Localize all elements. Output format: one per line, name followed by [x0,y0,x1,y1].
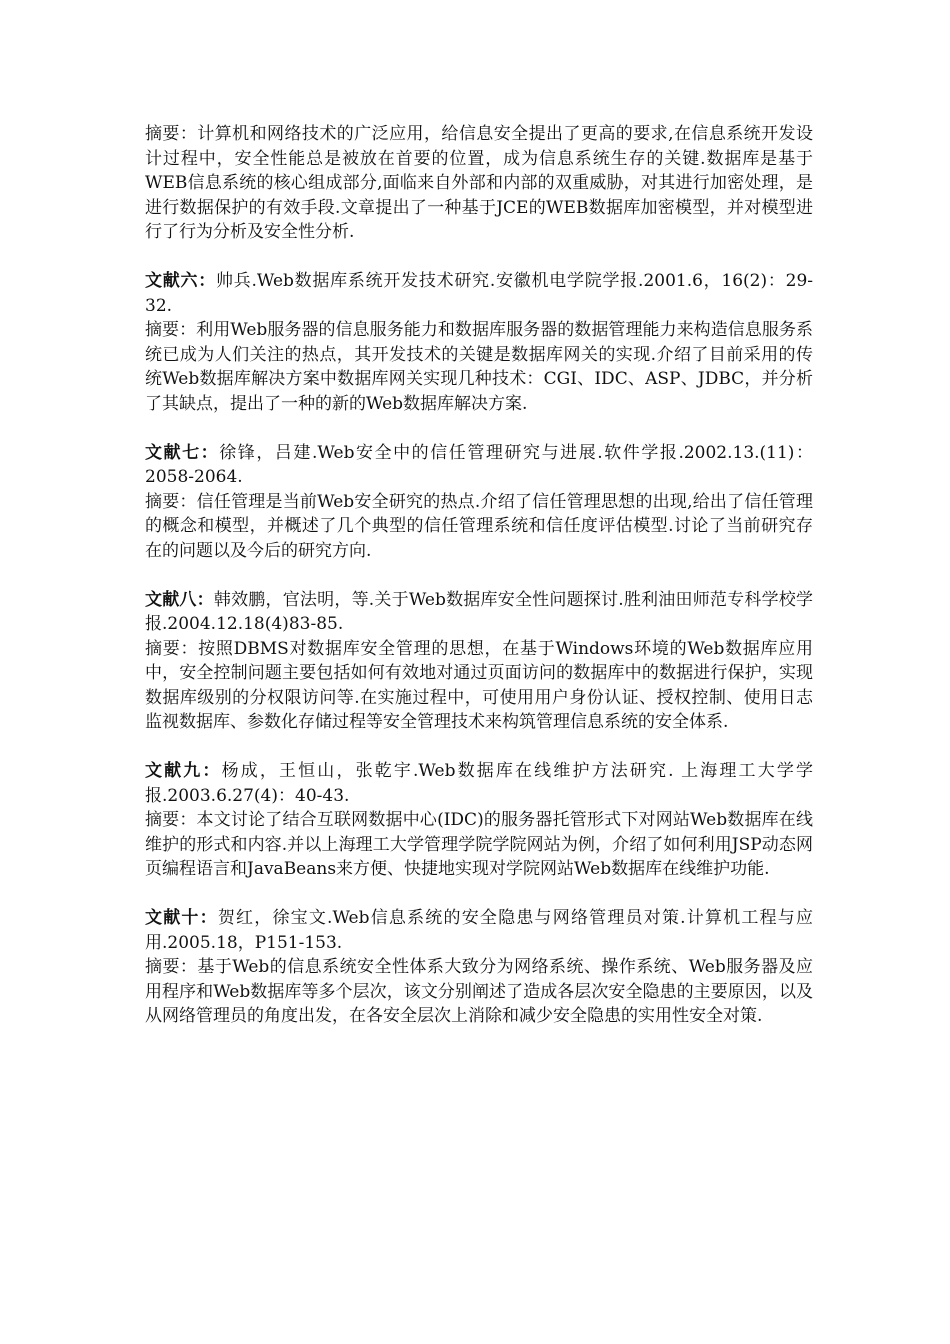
reference-citation [145,269,813,318]
reference-label: 文献七： [145,442,220,463]
reference-citation [145,906,813,955]
reference-citation [145,759,813,808]
reference-entry-7 [145,441,813,564]
reference-citation-text: 韩效鹏，官法明，等.关于Web数据库安全性问题探讨.胜利油田师范专科学校学报.2004.12.18(4)83-85. [145,589,813,634]
intro-abstract: 摘要：计算机和网络技术的广泛应用，给信息安全提出了更高的要求,在信息系统开发设计过程中，安全性能总是被放在首要的位置，成为信息系统生存的关键.数据库是基于WEB信息系统的核心组成部分,面临来自外部和内部的双重威胁，对其进行加密处理，是进行数据保护的有效手段.文章提出了一种基于JCE的WEB数据库加密模型，并对模型进行了行为分析及安全性分析. [145,124,813,242]
reference-entry-6 [145,269,813,416]
reference-citation-text: 贺红，徐宝文.Web信息系统的安全隐患与网络管理员对策.计算机工程与应用.2005.18，P151-153. [145,908,814,953]
reference-entry-10 [145,906,813,1029]
reference-abstract: 摘要：本文讨论了结合互联网数据中心(IDC)的服务器托管形式下对网站Web数据库在线维护的形式和内容.并以上海理工大学管理学院学院网站为例，介绍了如何利用JSP动态网页编程语言和JavaBeans来方便、快捷地实现对学院网站Web数据库在线维护功能. [145,810,813,879]
reference-abstract: 摘要：基于Web的信息系统安全性体系大致分为网络系统、操作系统、Web服务器及应用程序和Web数据库等多个层次，该文分别阐述了造成各层次安全隐患的主要原因，以及从网络管理员的角度出发，在各安全层次上消除和减少安全隐患的实用性安全对策. [145,957,813,1026]
reference-abstract: 摘要：按照DBMS对数据库安全管理的思想，在基于Windows环境的Web数据库应用中，安全控制问题主要包括如何有效地对通过页面访问的数据库中的数据进行保护，实现数据库级别的分权限访问等.在实施过程中，可使用用户身份认证、授权控制、使用日志监视数据库、参数化存储过程等安全管理技术来构筑管理信息系统的安全体系. [145,638,813,732]
reference-label: 文献八： [145,589,214,610]
reference-abstract: 摘要：信任管理是当前Web安全研究的热点.介绍了信任管理思想的出现,给出了信任管理的概念和模型，并概述了几个典型的信任管理系统和信任度评估模型.讨论了当前研究存在的问题以及今后的研究方向. [145,491,813,561]
reference-citation [145,588,813,637]
reference-label: 文献十： [145,908,218,928]
reference-entry-8 [145,588,813,735]
reference-entry-9 [145,759,813,882]
reference-citation-text: 杨成，王恒山，张乾宇.Web数据库在线维护方法研究. 上海理工大学学报.2003.6.27(4)：40-43. [145,761,813,806]
reference-label: 文献六： [145,271,216,291]
document-page [145,122,813,1029]
reference-citation-text: 徐锋，吕建.Web安全中的信任管理研究与进展.软件学报.2002.13.(11)：2058-2064. [145,442,814,487]
reference-citation [145,441,813,490]
reference-label: 文献九： [145,761,222,781]
reference-abstract: 摘要：利用Web服务器的信息服务能力和数据库服务器的数据管理能力来构造信息服务系统已成为人们关注的热点，其开发技术的关键是数据库网关的实现.介绍了目前采用的传统Web数据库解决方案中数据库网关实现几种技术：CGI、IDC、ASP、JDBC，并分析了其缺点，提出了一种的新的Web数据库解决方案. [145,320,813,414]
reference-citation-text: 帅兵.Web数据库系统开发技术研究.安徽机电学院学报.2001.6，16(2)：29-32. [145,271,814,316]
